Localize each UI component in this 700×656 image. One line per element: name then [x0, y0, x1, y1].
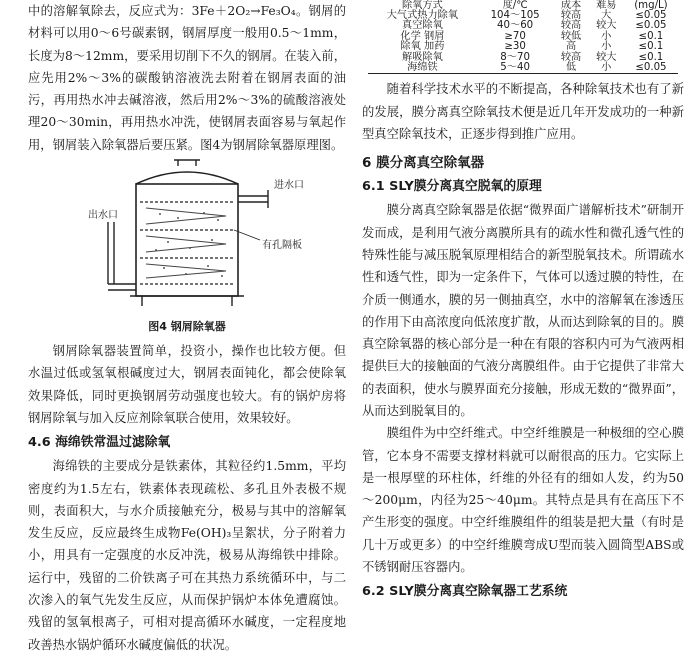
table-cell: 化学 钢屑: [400, 30, 445, 42]
perforated-plate-label: 有孔隔板: [262, 240, 302, 252]
table-cell: 小: [601, 30, 612, 42]
table-header-cell: 成本: [560, 0, 582, 11]
section-heading-6: 6 膜分离真空除氧器: [362, 155, 485, 172]
table-row: [368, 63, 678, 74]
deaeration-comparison-table: [368, 0, 678, 74]
table-cell: 40～60: [497, 20, 534, 32]
left-paragraph-2: 钢屑除氧器装置简单，投资小，操作也比较方便。但水温过低或氢氧根碱度过大，钢屑表面钝化，都会使除氧效果降低，同时更换钢屑劳动强度也较大。有的锅炉房将钢屑除氧与加入反应剂除氧联合使用，效果较好。: [28, 344, 346, 425]
table-cell: 低: [553, 63, 588, 74]
table-cell: 8～70: [500, 51, 530, 63]
table-cell: 除氧 加药: [400, 41, 445, 53]
right-paragraph-2: 膜分离真空除氧器是依据“微界面广谱解析技术”研制开发而成，是利用气液分离膜所具有的疏水性和微孔透气性的特殊性能与减压脱氧原理相结合的新型脱氧技术。所谓疏水性和透气性，即为一定条件下，气体可以透过膜的特性，在介质一侧通水，膜的另一侧抽真空，水中的溶解氧在渗透压的作用下由高浓度向低浓度扩散，从而达到除氧的目的。膜真空除氧器的核心部分是一种在有限的容积内可为气液两相提供巨大的接触面的气液分离膜组件。由于它提供了非常大的表面积，使水与膜界面充分接触，形成无数的“微界面”，从而达到脱氧目的。: [362, 203, 684, 418]
inlet-label: 进水口: [274, 180, 304, 192]
section-heading-4-6: 4.6 海绵铁常温过滤除氧: [28, 435, 171, 451]
table-cell: ≤0.1: [638, 51, 664, 63]
table-cell: 高: [565, 41, 577, 53]
table-cell: 较低: [560, 30, 582, 42]
subsection-heading-6-1: 6.1 SLY膜分离真空脱氧的原理: [362, 179, 542, 195]
table-cell: 解吸除氧: [402, 51, 443, 63]
table-cell: 海绵铁: [368, 63, 477, 74]
steel-chip-deaerator-figure: [28, 156, 346, 340]
table-cell: ≤0.05: [635, 10, 667, 21]
right-paragraph-3: 膜组件为中空纤维式。中空纤维膜是一种极细的空心膜管，它本身不需要支撑材料就可以耐很高的压力。它实际上是一根厚壁的环柱体，纤维的外径有的细如人发，约为50～200μm，内径为25～40μm。其特点是具有在高压下不产生形变的强度。中空纤维膜组件的组装是把大量（有时是几十万或更多）的中空纤维膜弯成U型而装入圆筒型ABS或不锈钢耐压容器内。: [362, 426, 684, 575]
right-paragraph-1: 随着科学技术水平的不断提高，各种除氧技术也有了新的发展，膜分离真空除氧技术便是近几年开发成功的一种新型真空除氧技术，正逐步得到推广应用。: [362, 82, 684, 142]
table-cell: ≤0.05: [624, 63, 678, 74]
table-cell: ≤0.1: [638, 41, 664, 53]
table-cell: ≥70: [504, 30, 526, 42]
table-header-cell: 难易: [596, 0, 617, 11]
outlet-label: 出水口: [88, 210, 118, 222]
table-cell: 较高: [560, 20, 582, 32]
table-cell: 大: [601, 10, 612, 21]
left-paragraph-1: 中的溶解氧除去，反应式为：3Fe＋2O₂→Fe₃O₄。钢屑的材料可以用0～6号碳素钢，钢屑厚度一般用0.5～1mm，长度为8～12mm，要采用切削下不久的钢屑。在装入前，应先用2%～3%的碳酸钠溶液洗去附着在钢屑表面的油污，再用热水冲去碱溶液，然后用2%～3%的硫酸溶液处理20～30min，再用热水冲洗，使钢屑表面容易与氧起作用，钢屑装入除氧器后要压紧。图4为钢屑除氧器原理图。: [28, 4, 346, 152]
table-cell: 104～105: [490, 10, 540, 21]
table-cell: 大气式热力除氧: [386, 10, 459, 21]
table-cell: ≥30: [504, 41, 526, 53]
table-cell: 真空除氧: [402, 20, 443, 32]
table-header-cell: (mg/L): [634, 0, 668, 11]
table-cell: 较高: [560, 10, 582, 21]
table-header-cell: 除氧方式: [402, 0, 443, 11]
left-column: [28, 0, 346, 656]
table-cell: 小: [601, 41, 612, 53]
table-header-cell: 度/℃: [502, 0, 528, 11]
subsection-heading-6-2: 6.2 SLY膜分离真空除氧器工艺系统: [362, 584, 568, 600]
table-cell: ≤0.1: [638, 30, 664, 42]
table-cell: 5～40: [477, 63, 554, 74]
table-cell: ≤0.05: [635, 20, 667, 32]
table-cell: 较高: [560, 51, 582, 63]
right-column: [362, 0, 684, 604]
figure-caption: 图4 钢屑除氧器: [148, 320, 226, 334]
table-cell: 较大: [596, 51, 617, 63]
table-cell: 较大: [596, 20, 617, 32]
table-cell: 小: [589, 63, 624, 74]
left-paragraph-3: 海绵铁的主要成分是铁素体，其粒径约1.5mm，平均密度约为1.5左右，铁素体表现疏松、多孔且外表极不规则，表面积大，与水介质接触充分，极易与其中的溶解氧发生反应，反应最终生成物Fe(OH)₃呈絮状，分子附着力小，用具有一定强度的水反冲洗，极易从海绵铁中排除。运行中，残留的二价铁离子可在其热力系统循环中，与二次渗入的氧气先发生反应，从而保护锅炉本体免遭腐蚀。残留的氢氧根离子，可相对提高循环水碱度，一定程度地改善热水锅炉循环水碱度偏低的状况。: [28, 459, 346, 652]
